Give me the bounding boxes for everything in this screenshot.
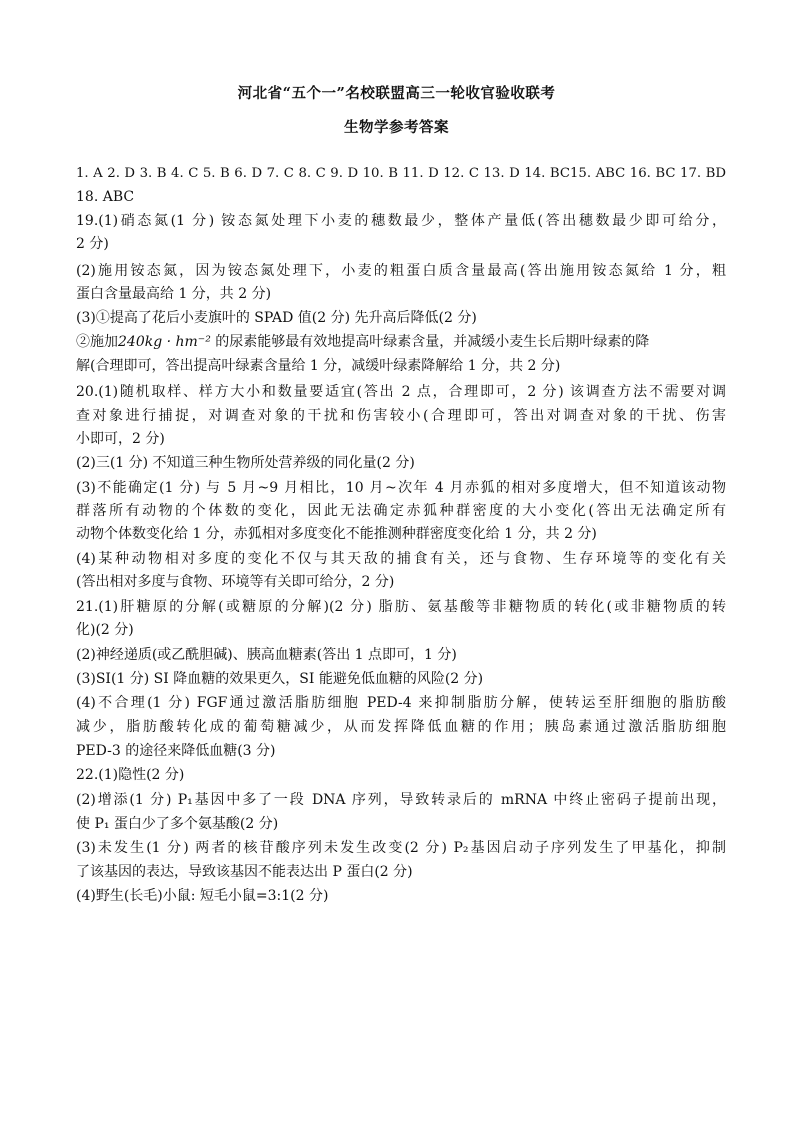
document-title: 河北省“五个一”名校联盟高三一轮收官验收联考 (237, 85, 556, 102)
answer-line: (3)①提高了花后小麦旗叶的 SPAD 值(2 分) 先升高后降低(2 分) (76, 310, 477, 326)
answer-line: 减少，脂肪酸转化成的葡萄糖减少，从而发挥降低血糖的作用；胰岛素通过激活脂肪细胞 (76, 719, 726, 735)
answer-line: 了该基因的表达，导致该基因不能表达出 P 蛋白(2 分) (76, 864, 413, 880)
answer-line: 20.(1)随机取样、样方大小和数量要适宜(答出 2 点，合理即可，2 分) 该调查方法不需要对调 (76, 384, 726, 400)
answer-line: 2 分) (76, 236, 109, 252)
answer-line: (2)神经递质(或乙酰胆碱)、胰高血糖素(答出 1 点即可，1 分) (76, 647, 457, 663)
answer-text: 的尿素能够最有效地提高叶绿素含量，并减缓小麦生长后期叶绿素的降 (210, 334, 650, 350)
answer-line: 解(合理即可，答出提高叶绿素含量给 1 分，减缓叶绿素降解给 1 分，共 2 分) (76, 358, 561, 374)
answer-line: 化)(2 分) (76, 622, 134, 638)
document-subtitle: 生物学参考答案 (344, 119, 449, 136)
answer-line: (2)施用铵态氮，因为铵态氮处理下，小麦的粗蛋白质含量最高(答出施用铵态氮给 1 分，粗 (76, 263, 726, 279)
answer-line: (3)未发生(1 分) 两者的核苷酸序列未发生改变(2 分) P₂基因启动子序列发生了甲基化，抑制 (76, 840, 726, 856)
answer-line: (答出相对多度与食物、环境等有关即可给分，2 分) (76, 574, 395, 590)
answer-line: (3)不能确定(1 分) 与 5 月~9 月相比，10 月~次年 4 月赤狐的相对多度增大，但不知道该动物 (76, 480, 726, 496)
answer-line: 18. ABC (76, 189, 135, 205)
dose-formula: 240kg · hm⁻² (118, 334, 211, 350)
answer-line: (4)野生(长毛)小鼠: 短毛小鼠=3:1(2 分) (76, 888, 329, 904)
answer-line-formula (76, 331, 726, 353)
answer-line: 查对象进行捕捉，对调查对象的干扰和伤害较小(合理即可，答出对调查对象的干扰、伤害 (76, 408, 726, 424)
answer-line: 群落所有动物的个体数的变化，因此无法确定赤狐种群密度的大小变化(答出无法确定所有 (76, 503, 726, 519)
answer-line: 小即可，2 分) (76, 431, 165, 447)
answer-line: 19.(1)硝态氮(1 分) 铵态氮处理下小麦的穗数最少，整体产量低(答出穗数最少即可给分， (76, 213, 726, 229)
answer-line: (4)不合理(1 分) FGF通过激活脂肪细胞 PED-4 来抑制脂肪分解，使转运至肝细胞的脂肪酸 (76, 695, 726, 711)
answer-line: (4)某种动物相对多度的变化不仅与其天敌的捕食有关，还与食物、生存环境等的变化有关 (76, 551, 726, 567)
answer-line: 动物个体数变化给 1 分，赤狐相对多度变化不能推测种群密度变化给 1 分，共 2 分) (76, 526, 597, 542)
answer-line: 21.(1)肝糖原的分解(或糖原的分解)(2 分) 脂肪、氨基酸等非糖物质的转化(或非糖物质的转 (76, 599, 726, 615)
answer-line: 使 P₁ 蛋白少了多个氨基酸(2 分) (76, 816, 279, 832)
answer-line: 蛋白含量最高给 1 分，共 2 分) (76, 286, 272, 302)
answer-line: (2)增添(1 分) P₁基因中多了一段 DNA 序列，导致转录后的 mRNA 中终止密码子提前出现， (76, 792, 726, 808)
answer-text: ②施加 (76, 334, 118, 350)
answer-line: (3)SI(1 分) SI 降血糖的效果更久，SI 能避免低血糖的风险(2 分) (76, 671, 484, 687)
answer-line: (2)三(1 分) 不知道三种生物所处营养级的同化量(2 分) (76, 455, 415, 471)
answer-line: PED-3 的途径来降低血糖(3 分) (76, 743, 276, 759)
answer-line: 1. A 2. D 3. B 4. C 5. B 6. D 7. C 8. C 9. D 10. B 11. D 12. C 13. D 14. BC15. ABC 16. BC 17. BD (76, 166, 726, 181)
answer-line: 22.(1)隐性(2 分) (76, 767, 185, 783)
